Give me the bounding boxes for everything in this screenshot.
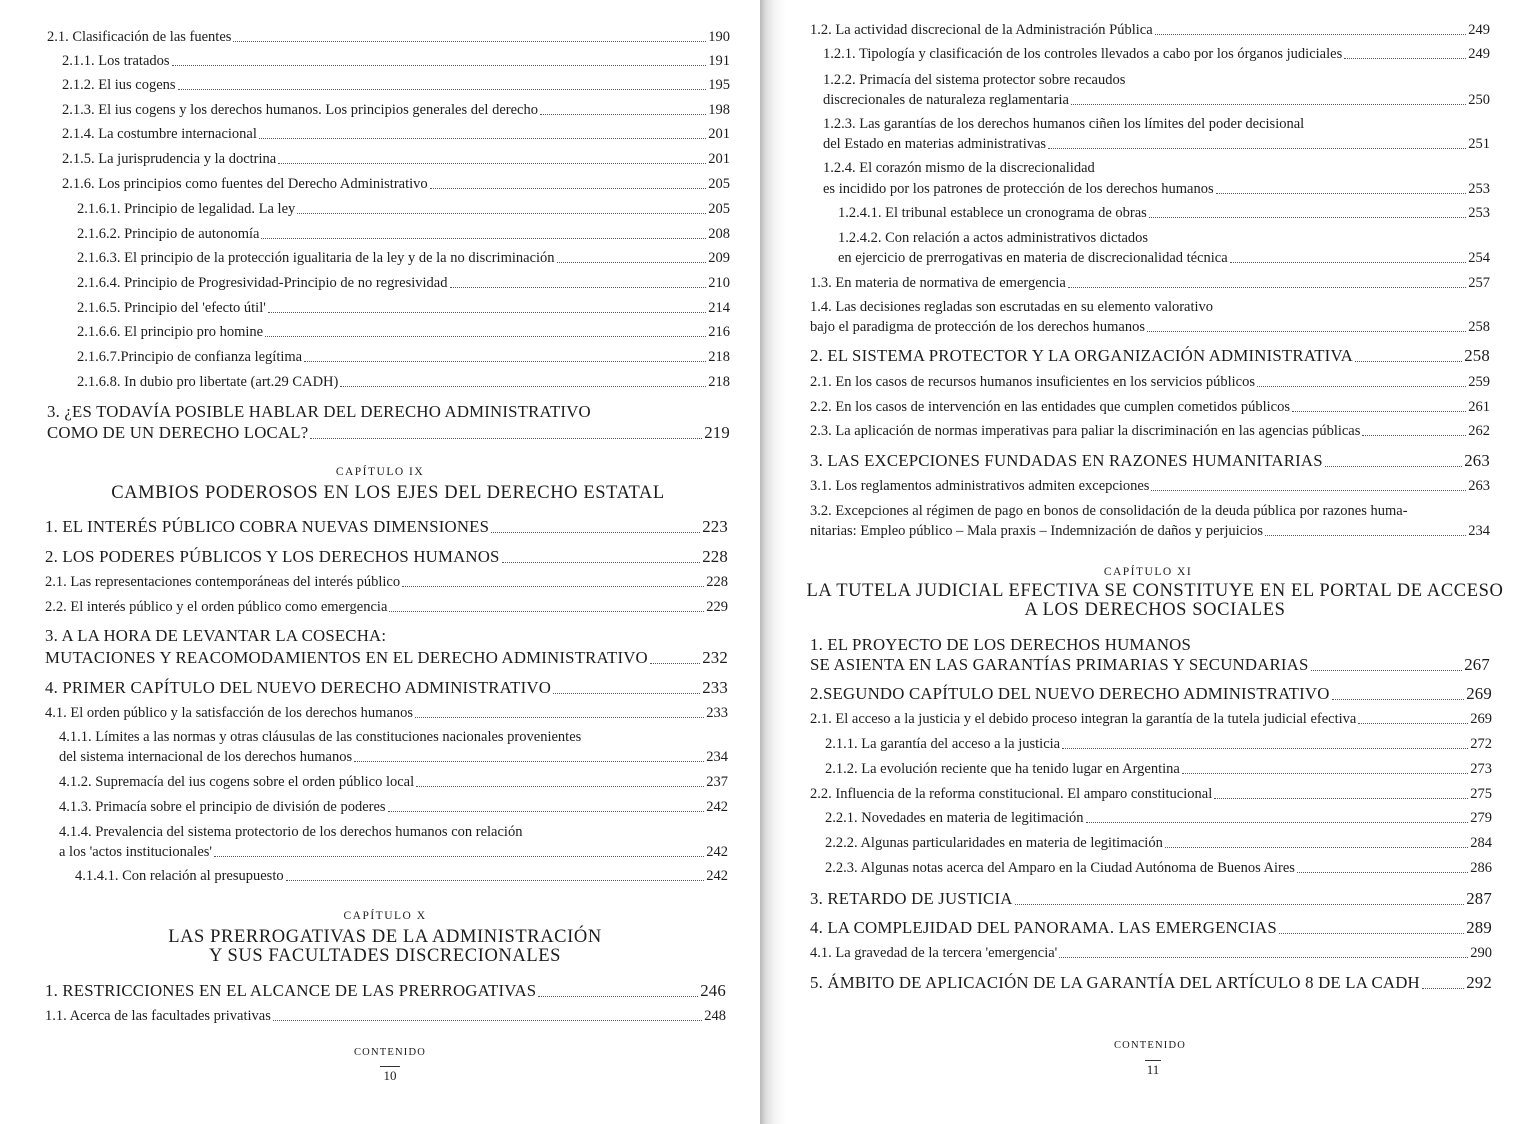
- toc-entry-page: 229: [706, 599, 728, 615]
- toc-entry-title: del Estado en materias administrativas: [823, 136, 1047, 152]
- toc-entry: [45, 650, 728, 667]
- dot-leader: [1086, 820, 1469, 823]
- dot-leader: [538, 994, 698, 997]
- toc-entry-title: 1.3. En materia de normativa de emergencia: [810, 275, 1066, 291]
- dot-leader: [557, 260, 707, 263]
- chapter-10-title-line1: LAS PRERROGATIVAS DE LA ADMINISTRACIÓN: [168, 927, 602, 947]
- toc-entry-first-line: 1.2.2. Primacía del sistema protector sobre recaudos: [823, 72, 1126, 88]
- dot-leader: [553, 691, 700, 694]
- toc-entry: [77, 251, 730, 266]
- dot-leader: [304, 359, 706, 362]
- toc-entry-first-line: 1. EL PROYECTO DE LOS DERECHOS HUMANOS: [810, 635, 1192, 654]
- toc-entry-first-line: 1.2.3. Las garantías de los derechos humanos ciñen los límites del poder decisional: [823, 116, 1305, 132]
- toc-entry: [59, 750, 728, 765]
- toc-entry-title: 2.1. En los casos de recursos humanos insuficientes en los servicios públicos: [810, 374, 1255, 390]
- toc-entry-page: 218: [708, 349, 730, 365]
- toc-entry-title: 1.2. La actividad discrecional de la Administración Pública: [810, 22, 1153, 38]
- toc-entry-title: 3. RETARDO DE JUSTICIA: [810, 889, 1013, 908]
- chapter-10-label: CAPÍTULO X: [343, 910, 427, 922]
- toc-entry-page: 249: [1468, 22, 1490, 38]
- toc-entry-title: 4.1.3. Primacía sobre el principio de división de poderes: [59, 799, 386, 815]
- toc-entry-title: bajo el paradigma de protección de los derechos humanos: [810, 319, 1145, 335]
- toc-entry: [47, 425, 730, 442]
- toc-entry-page: 287: [1466, 889, 1492, 908]
- dot-leader: [402, 584, 704, 587]
- toc-entry-title: 1. EL INTERÉS PÚBLICO COBRA NUEVAS DIMENSIONES: [45, 517, 490, 536]
- toc-entry: [810, 657, 1490, 674]
- toc-entry: [838, 206, 1490, 221]
- toc-entry: [823, 182, 1490, 197]
- toc-entry: [810, 23, 1490, 38]
- dot-leader: [1265, 533, 1466, 536]
- dot-leader: [1297, 870, 1468, 873]
- dot-leader: [1015, 902, 1465, 905]
- toc-entry-page: 190: [708, 29, 730, 45]
- dot-leader: [278, 161, 706, 164]
- dot-leader: [416, 784, 704, 787]
- toc-entry-first-line: 3. ¿ES TODAVÍA POSIBLE HABLAR DEL DERECHO ADMINISTRATIVO: [47, 402, 591, 421]
- toc-entry-page: 251: [1468, 136, 1490, 152]
- toc-entry-title: 2.1.1. Los tratados: [62, 53, 170, 69]
- toc-entry-page: 232: [702, 648, 728, 667]
- toc-entry-title: 4.1. El orden público y la satisfacción de los derechos humanos: [45, 705, 414, 721]
- toc-entry-first-line: 1.4. Las decisiones regladas son escrutadas en su elemento valorativo: [810, 299, 1214, 315]
- right-toc: [760, 0, 1536, 1124]
- dot-leader: [178, 87, 707, 90]
- dot-leader: [1155, 32, 1467, 35]
- toc-entry-page: 263: [1464, 451, 1490, 470]
- toc-entry: [825, 762, 1492, 777]
- dot-leader: [1068, 285, 1466, 288]
- toc-entry-page: 289: [1466, 918, 1492, 937]
- toc-entry-page: 201: [708, 151, 730, 167]
- toc-entry-page: 214: [708, 300, 730, 316]
- toc-entry-page: 242: [706, 799, 728, 815]
- dot-leader: [1257, 384, 1466, 387]
- toc-entry-page: 258: [1464, 346, 1490, 365]
- dot-leader: [1279, 931, 1464, 934]
- toc-entry: [810, 320, 1490, 335]
- dot-leader: [1311, 668, 1463, 671]
- toc-entry-page: 228: [702, 547, 728, 566]
- toc-entry: [838, 251, 1490, 266]
- toc-entry: [77, 375, 730, 390]
- dot-leader: [1230, 260, 1467, 263]
- toc-entry: [62, 177, 730, 192]
- toc-entry: [77, 276, 730, 291]
- toc-entry-title: 2.1. Las representaciones contemporáneas del interés público: [45, 574, 401, 590]
- toc-entry: [47, 30, 730, 45]
- toc-entry: [810, 375, 1490, 390]
- toc-entry-page: 219: [704, 423, 730, 442]
- toc-entry-page: 249: [1468, 46, 1490, 62]
- toc-entry-page: 233: [706, 705, 728, 721]
- toc-entry-page: 263: [1468, 478, 1490, 494]
- toc-entry-title: 1. RESTRICCIONES EN EL ALCANCE DE LAS PRERROGATIVAS: [45, 981, 537, 1000]
- toc-entry-title: 2.SEGUNDO CAPÍTULO DEL NUEVO DERECHO ADMINISTRATIVO: [810, 684, 1330, 703]
- dot-leader: [388, 809, 705, 812]
- toc-entry: [810, 479, 1490, 494]
- dot-leader: [1216, 191, 1467, 194]
- chapter-11-title-line1: LA TUTELA JUDICIAL EFECTIVA SE CONSTITUYE EN EL PORTAL DE ACCESO: [806, 581, 1504, 601]
- dot-leader: [1165, 845, 1468, 848]
- right-page: [760, 0, 1536, 1124]
- toc-entry-page: 218: [708, 374, 730, 390]
- toc-entry-title: 2.1.6.8. In dubio pro libertate (art.29 CADH): [77, 374, 339, 390]
- toc-entry-title: COMO DE UN DERECHO LOCAL?: [47, 423, 309, 442]
- toc-entry-title: 2.2.1. Novedades en materia de legitimación: [825, 810, 1084, 826]
- toc-entry-title: 4.1. La gravedad de la tercera 'emergencia': [810, 945, 1058, 961]
- toc-entry-page: 234: [1468, 523, 1490, 539]
- dot-leader: [389, 609, 704, 612]
- toc-entry-title: 2.2. Influencia de la reforma constitucional. El amparo constitucional: [810, 786, 1213, 802]
- dot-leader: [259, 136, 706, 139]
- toc-entry-page: 209: [708, 250, 730, 266]
- toc-entry-title: 4.1.4.1. Con relación al presupuesto: [75, 868, 284, 884]
- toc-entry: [62, 127, 730, 142]
- dot-leader: [172, 63, 707, 66]
- toc-entry-page: 253: [1468, 205, 1490, 221]
- toc-entry-page: 290: [1470, 945, 1492, 961]
- toc-entry-title: 2.1. El acceso a la justicia y el debido proceso integran la garantía de la tutela judicial efectiva: [810, 711, 1357, 727]
- toc-entry-title: 2.1.2. El ius cogens: [62, 77, 176, 93]
- toc-entry-title: a los 'actos institucionales': [59, 844, 213, 860]
- toc-entry: [825, 836, 1492, 851]
- dot-leader: [650, 661, 700, 664]
- dot-leader: [502, 560, 701, 563]
- toc-entry-page: 279: [1470, 810, 1492, 826]
- dot-leader: [1059, 955, 1468, 958]
- dot-leader: [415, 715, 704, 718]
- dot-leader: [1344, 56, 1466, 59]
- toc-entry: [810, 276, 1490, 291]
- dot-leader: [1332, 697, 1465, 700]
- toc-entry: [825, 861, 1492, 876]
- toc-entry-page: 267: [1464, 655, 1490, 674]
- toc-entry-page: 262: [1468, 423, 1490, 439]
- toc-entry-title: 1.1. Acerca de las facultades privativas: [45, 1008, 271, 1024]
- toc-entry-title: SE ASIENTA EN LAS GARANTÍAS PRIMARIAS Y SECUNDARIAS: [810, 655, 1309, 674]
- dot-leader: [1362, 433, 1466, 436]
- dot-leader: [261, 236, 706, 239]
- dot-leader: [1292, 409, 1466, 412]
- toc-entry-title: 1.2.4.1. El tribunal establece un cronograma de obras: [838, 205, 1147, 221]
- toc-entry-page: 250: [1468, 92, 1490, 108]
- toc-entry: [77, 227, 730, 242]
- toc-entry-page: 259: [1468, 374, 1490, 390]
- toc-entry-title: es incidido por los patrones de protección de los derechos humanos: [823, 181, 1214, 197]
- dot-leader: [268, 310, 706, 313]
- toc-entry: [825, 811, 1492, 826]
- toc-entry: [823, 47, 1490, 62]
- toc-entry-first-line: 1.2.4.2. Con relación a actos administrativos dictados: [838, 230, 1149, 246]
- dot-leader: [1147, 329, 1466, 332]
- dot-leader: [1358, 721, 1468, 724]
- dot-leader: [354, 759, 704, 762]
- chapter-10-title-line2: Y SUS FACULTADES DISCRECIONALES: [208, 946, 562, 966]
- toc-entry: [45, 549, 728, 566]
- dot-leader: [265, 334, 706, 337]
- toc-entry-page: 205: [708, 201, 730, 217]
- toc-entry-title: 2.1.6.6. El principio pro homine: [77, 324, 264, 340]
- toc-entry: [810, 920, 1492, 937]
- toc-entry: [810, 946, 1492, 961]
- toc-entry-title: 5. ÁMBITO DE APLICACIÓN DE LA GARANTÍA DEL ARTÍCULO 8 DE LA CADH: [810, 973, 1420, 992]
- toc-entry: [45, 1009, 726, 1024]
- toc-entry-title: 2.1.5. La jurisprudencia y la doctrina: [62, 151, 277, 167]
- toc-entry: [75, 869, 728, 884]
- toc-entry-page: 242: [706, 868, 728, 884]
- toc-entry-page: 233: [702, 678, 728, 697]
- toc-entry: [62, 103, 730, 118]
- dot-leader: [310, 436, 702, 439]
- toc-entry-page: 237: [706, 774, 728, 790]
- right-footer-label: CONTENIDO: [1113, 1040, 1187, 1051]
- left-footer-label: CONTENIDO: [353, 1047, 427, 1058]
- toc-entry-title: 2.1.1. La garantía del acceso a la justicia: [825, 736, 1061, 752]
- toc-entry: [810, 712, 1492, 727]
- dot-leader: [430, 186, 707, 189]
- toc-entry-title: 4. LA COMPLEJIDAD DEL PANORAMA. LAS EMERGENCIAS: [810, 918, 1277, 937]
- toc-entry: [77, 301, 730, 316]
- dot-leader: [1214, 796, 1468, 799]
- toc-entry: [45, 983, 726, 1000]
- toc-entry-title: nitarias: Empleo público – Mala praxis – Indemnización de daños y perjuicios: [810, 523, 1264, 539]
- toc-entry-page: 205: [708, 176, 730, 192]
- toc-entry-title: 3. LAS EXCEPCIONES FUNDADAS EN RAZONES HUMANITARIAS: [810, 451, 1323, 470]
- toc-entry-title: 2.1. Clasificación de las fuentes: [47, 29, 232, 45]
- toc-entry: [62, 54, 730, 69]
- toc-entry-first-line: 4.1.1. Límites a las normas y otras cláusulas de las constituciones nacionales provenientes: [59, 729, 582, 745]
- toc-entry-page: 216: [708, 324, 730, 340]
- toc-entry-page: 286: [1470, 860, 1492, 876]
- toc-entry-page: 228: [706, 574, 728, 590]
- toc-entry-page: 284: [1470, 835, 1492, 851]
- left-page: [0, 0, 760, 1124]
- toc-entry-title: 2.1.4. La costumbre internacional: [62, 126, 257, 142]
- dot-leader: [450, 285, 707, 288]
- toc-entry: [59, 775, 728, 790]
- toc-entry: [810, 348, 1490, 365]
- dot-leader: [340, 384, 706, 387]
- toc-entry-page: 208: [708, 226, 730, 242]
- dot-leader: [1151, 488, 1466, 491]
- dot-leader: [214, 854, 704, 857]
- toc-entry-title: MUTACIONES Y REACOMODAMIENTOS EN EL DERECHO ADMINISTRATIVO: [45, 648, 648, 667]
- toc-entry: [823, 93, 1490, 108]
- toc-entry-title: 2.3. La aplicación de normas imperativas para paliar la discriminación en las agencias públicas: [810, 423, 1361, 439]
- chapter-11-label: CAPÍTULO XI: [1103, 566, 1193, 578]
- toc-entry: [59, 800, 728, 815]
- right-page-number: 11: [1146, 1062, 1160, 1077]
- dot-leader: [1149, 215, 1466, 218]
- toc-entry-title: 2.1.6.1. Principio de legalidad. La ley: [77, 201, 296, 217]
- toc-entry-title: 2.1.3. El ius cogens y los derechos humanos. Los principios generales del derecho: [62, 102, 538, 118]
- toc-entry-title: 2.1.6.5. Principio del 'efecto útil': [77, 300, 266, 316]
- toc-entry: [45, 706, 728, 721]
- toc-entry: [59, 845, 728, 860]
- toc-entry-first-line: 4.1.4. Prevalencia del sistema protectorio de los derechos humanos con relación: [59, 824, 523, 840]
- toc-entry: [45, 680, 728, 697]
- toc-entry: [77, 350, 730, 365]
- toc-entry-title: 2.2.2. Algunas particularidades en materia de legitimación: [825, 835, 1163, 851]
- dot-leader: [273, 1018, 702, 1021]
- toc-entry-title: 2. LOS PODERES PÚBLICOS Y LOS DERECHOS HUMANOS: [45, 547, 500, 566]
- toc-entry: [825, 737, 1492, 752]
- toc-entry: [810, 787, 1492, 802]
- toc-entry: [810, 524, 1490, 539]
- toc-entry-title: en ejercicio de prerrogativas en materia de discrecionalidad técnica: [838, 250, 1228, 266]
- toc-entry-title: 2. EL SISTEMA PROTECTOR Y LA ORGANIZACIÓN ADMINISTRATIVA: [810, 346, 1353, 365]
- toc-entry-title: 2.2. En los casos de intervención en las entidades que cumplen cometidos públicos: [810, 399, 1290, 415]
- dot-leader: [1062, 746, 1468, 749]
- toc-entry-page: 234: [706, 749, 728, 765]
- toc-entry-page: 269: [1466, 684, 1492, 703]
- dot-leader: [491, 530, 700, 533]
- dot-leader: [1048, 146, 1466, 149]
- left-page-number: 10: [380, 1066, 400, 1084]
- toc-entry: [45, 519, 728, 536]
- toc-entry-page: 201: [708, 126, 730, 142]
- dot-leader: [1422, 986, 1464, 989]
- toc-entry-page: 242: [706, 844, 728, 860]
- toc-entry-title: del sistema internacional de los derechos humanos: [59, 749, 353, 765]
- toc-entry-page: 258: [1468, 319, 1490, 335]
- dot-leader: [233, 39, 706, 42]
- toc-entry-title: 1.2.1. Tipología y clasificación de los controles llevados a cabo por los órganos judiciales: [823, 46, 1343, 62]
- toc-entry-page: 210: [708, 275, 730, 291]
- toc-entry: [810, 400, 1490, 415]
- dot-leader: [1182, 771, 1468, 774]
- chapter-9-title: CAMBIOS PODEROSOS EN LOS EJES DEL DERECHO ESTATAL: [111, 483, 665, 503]
- toc-entry-title: 2.2. El interés público y el orden público como emergencia: [45, 599, 388, 615]
- toc-entry-page: 248: [704, 1008, 726, 1024]
- toc-entry-title: 2.1.6.4. Principio de Progresividad-Principio de no regresividad: [77, 275, 448, 291]
- toc-entry: [810, 424, 1490, 439]
- dot-leader: [1325, 464, 1462, 467]
- toc-entry-page: 223: [702, 517, 728, 536]
- chapter-11-title-line2: A LOS DERECHOS SOCIALES: [1024, 600, 1286, 620]
- toc-entry: [62, 78, 730, 93]
- toc-entry-first-line: 1.2.4. El corazón mismo de la discrecionalidad: [823, 160, 1095, 176]
- dot-leader: [286, 878, 705, 881]
- chapter-9-label: CAPÍTULO IX: [335, 466, 425, 478]
- dot-leader: [1355, 359, 1462, 362]
- toc-entry-page: 246: [700, 981, 726, 1000]
- toc-entry-title: 4. PRIMER CAPÍTULO DEL NUEVO DERECHO ADMINISTRATIVO: [45, 678, 552, 697]
- toc-entry-title: 2.1.2. La evolución reciente que ha tenido lugar en Argentina: [825, 761, 1180, 777]
- toc-entry-title: 4.1.2. Supremacía del ius cogens sobre el orden público local: [59, 774, 415, 790]
- toc-entry-page: 261: [1468, 399, 1490, 415]
- toc-entry: [810, 453, 1490, 470]
- toc-entry-title: 2.1.6. Los principios como fuentes del Derecho Administrativo: [62, 176, 428, 192]
- toc-entry: [810, 686, 1492, 703]
- toc-entry: [62, 152, 730, 167]
- toc-entry-page: 198: [708, 102, 730, 118]
- toc-entry-title: 2.1.6.7.Principio de confianza legítima: [77, 349, 303, 365]
- toc-entry-page: 272: [1470, 736, 1492, 752]
- toc-entry-page: 292: [1466, 973, 1492, 992]
- dot-leader: [297, 211, 706, 214]
- toc-entry-page: 195: [708, 77, 730, 93]
- toc-entry-first-line: 3.2. Excepciones al régimen de pago en bonos de consolidación de la deuda pública por razones huma-: [810, 503, 1408, 519]
- toc-entry-page: 257: [1468, 275, 1490, 291]
- toc-entry-page: 191: [708, 53, 730, 69]
- toc-entry: [45, 600, 728, 615]
- toc-entry-title: discrecionales de naturaleza reglamentaria: [823, 92, 1069, 108]
- toc-entry: [77, 202, 730, 217]
- toc-entry-first-line: 3. A LA HORA DE LEVANTAR LA COSECHA:: [45, 626, 387, 645]
- toc-entry: [45, 575, 728, 590]
- toc-entry-title: 2.2.3. Algunas notas acerca del Amparo en la Ciudad Autónoma de Buenos Aires: [825, 860, 1295, 876]
- toc-entry-page: 275: [1470, 786, 1492, 802]
- toc-entry-title: 2.1.6.3. El principio de la protección igualitaria de la ley y de la no discriminación: [77, 250, 555, 266]
- toc-entry-page: 253: [1468, 181, 1490, 197]
- toc-entry: [77, 325, 730, 340]
- toc-entry-title: 3.1. Los reglamentos administrativos admiten excepciones: [810, 478, 1150, 494]
- dot-leader: [540, 112, 706, 115]
- toc-entry: [810, 891, 1492, 908]
- toc-entry: [810, 975, 1492, 992]
- toc-entry-title: 2.1.6.2. Principio de autonomía: [77, 226, 260, 242]
- dot-leader: [1071, 102, 1466, 105]
- toc-entry-page: 269: [1470, 711, 1492, 727]
- toc-entry: [823, 137, 1490, 152]
- toc-entry-page: 273: [1470, 761, 1492, 777]
- toc-entry-page: 254: [1468, 250, 1490, 266]
